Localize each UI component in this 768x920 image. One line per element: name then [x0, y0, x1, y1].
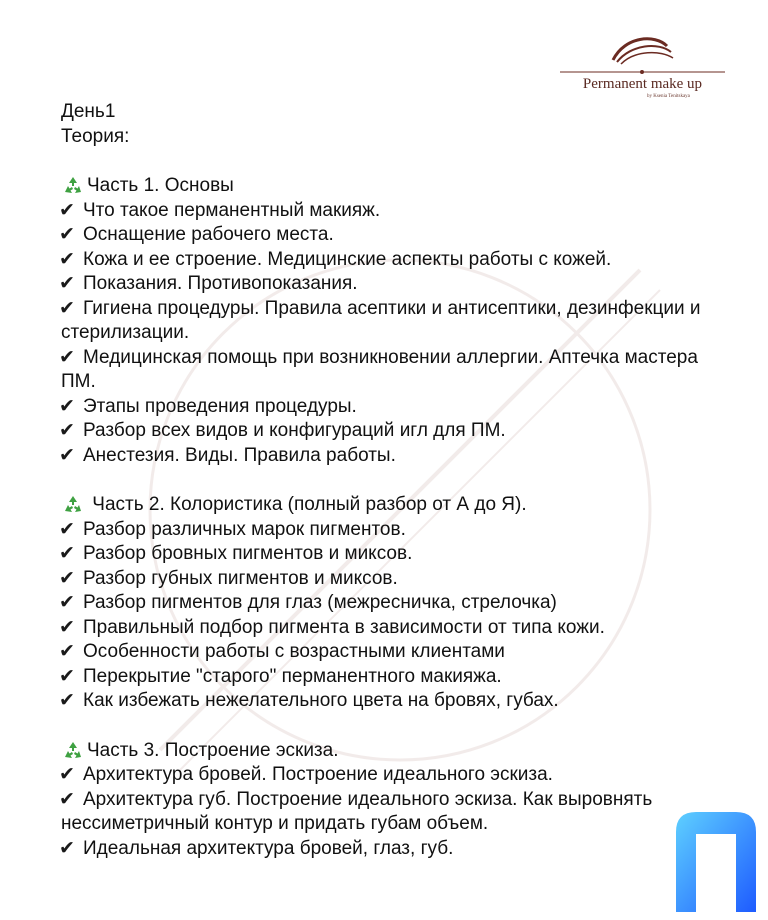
section-title — [61, 739, 721, 764]
section-title-text: Часть 3. Построение эскиза. — [87, 739, 339, 761]
check-icon: ✔ — [59, 248, 75, 270]
logo-text: Permanent make up — [582, 76, 703, 92]
list-item-text: Разбор бровных пигментов и миксов. — [83, 543, 413, 564]
list-item — [61, 788, 721, 837]
section-part-1 — [61, 174, 721, 468]
list-item-text: Этапы проведения процедуры. — [83, 395, 357, 417]
check-icon: ✔ — [59, 420, 75, 441]
app-badge-icon — [672, 808, 760, 914]
check-icon: ✔ — [59, 641, 75, 662]
check-icon: ✔ — [59, 395, 75, 417]
list-item-text: Разбор губных пигментов и миксов. — [83, 567, 398, 589]
check-icon: ✔ — [59, 592, 75, 613]
list-item — [61, 616, 721, 641]
check-icon: ✔ — [59, 837, 75, 859]
list-item-text: Показания. Противопоказания. — [83, 273, 358, 294]
list-item — [61, 419, 721, 444]
list-item-text: Оснащение рабочего места. — [83, 224, 334, 245]
check-icon: ✔ — [59, 665, 75, 687]
check-icon: ✔ — [59, 788, 75, 810]
list-item-text: Разбор различных марок пигментов. — [83, 518, 406, 540]
list-item — [61, 591, 721, 616]
recycle-icon — [61, 740, 85, 760]
list-item-text: Что такое перманентный макияж. — [83, 199, 381, 221]
section-title-text: Часть 1. Основы — [87, 175, 234, 196]
list-item — [61, 272, 721, 297]
check-icon: ✔ — [59, 690, 75, 711]
list-item — [61, 346, 721, 395]
list-item — [61, 542, 721, 567]
list-item — [61, 837, 721, 862]
list-item — [61, 567, 721, 592]
check-icon: ✔ — [59, 444, 75, 466]
day-heading: День1 — [61, 101, 116, 122]
check-icon: ✔ — [59, 199, 75, 221]
section-title — [61, 174, 721, 199]
list-item-text: Перекрытие "старого" перманентного макияжа. — [83, 665, 502, 687]
check-icon: ✔ — [59, 543, 75, 564]
list-item-text: Кожа и ее строение. Медицинские аспекты работы с кожей. — [83, 248, 612, 270]
list-item — [61, 223, 721, 248]
brow-swirl-icon — [555, 30, 730, 76]
list-item-text: Гигиена процедуры. Правила асептики и антисептики, дезинфекции и стерилизации. — [61, 297, 701, 343]
section-part-3 — [61, 739, 721, 862]
document-body — [61, 100, 721, 861]
check-icon: ✔ — [59, 273, 75, 294]
list-item-text: Архитектура бровей. Построение идеального эскиза. — [83, 764, 553, 785]
brand-logo — [555, 30, 730, 110]
list-item — [61, 444, 721, 469]
list-item-text: Правильный подбор пигмента в зависимости от типа кожи. — [83, 616, 605, 638]
check-icon: ✔ — [59, 616, 75, 638]
section-part-2 — [61, 493, 721, 714]
list-item — [61, 665, 721, 690]
list-item-text: Архитектура губ. Построение идеального эскиза. Как выровнять нессиметричный контур и придать губам объем. — [61, 788, 653, 834]
recycle-icon — [61, 494, 85, 514]
list-item-text: Разбор пигментов для глаз (межресничка, стрелочка) — [83, 592, 557, 613]
check-icon: ✔ — [59, 346, 75, 368]
check-icon: ✔ — [59, 764, 75, 785]
list-item — [61, 518, 721, 543]
list-item-text: Как избежать нежелательного цвета на бровях, губах. — [83, 690, 559, 711]
list-item-text: Анестезия. Виды. Правила работы. — [83, 444, 396, 466]
list-item-text: Медицинская помощь при возникновении аллергии. Аптечка мастера ПМ. — [61, 346, 698, 392]
check-icon: ✔ — [59, 567, 75, 589]
list-item-text: Разбор всех видов и конфигураций игл для ПМ. — [83, 420, 506, 441]
list-item — [61, 689, 721, 714]
recycle-icon — [61, 175, 85, 195]
logo-subtitle: by Ksenia Tenitskaya — [647, 94, 690, 99]
theory-heading: Теория: — [61, 125, 130, 147]
list-item — [61, 763, 721, 788]
list-item-text: Особенности работы с возрастными клиентами — [83, 641, 505, 662]
check-icon: ✔ — [59, 224, 75, 245]
check-icon: ✔ — [59, 297, 75, 319]
section-title — [61, 493, 721, 518]
list-item — [61, 297, 721, 346]
check-icon: ✔ — [59, 518, 75, 540]
list-item — [61, 640, 721, 665]
list-item — [61, 395, 721, 420]
list-item — [61, 248, 721, 273]
section-title-text: Часть 2. Колористика (полный разбор от А до Я). — [87, 494, 527, 515]
list-item-text: Идеальная архитектура бровей, глаз, губ. — [83, 837, 454, 859]
list-item — [61, 199, 721, 224]
